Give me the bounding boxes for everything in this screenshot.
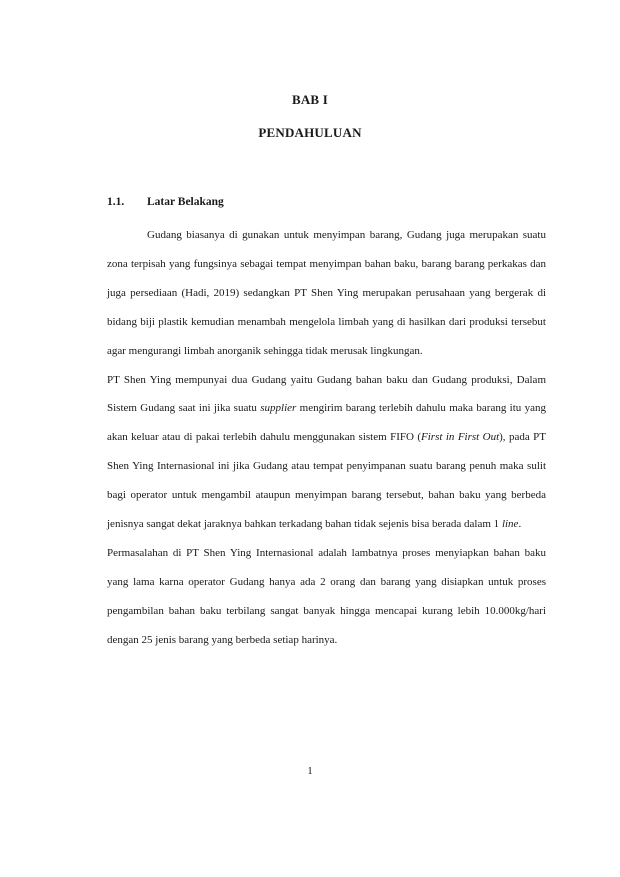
chapter-number: BAB I [291,92,329,107]
paragraph-2-part-c: ), pada PT Shen Ying Internasional ini jika Gudang atau tempat penyimpanan suatu barang penuh maka sulit bagi operator untuk mengambil ataupun menyimpan barang tersebut, bahan baku yang berbeda jenisnya sangat dekat jaraknya bahkan terkadang bahan tidak sejenis bisa berada dalam 1 [107,431,546,531]
term-supplier: supplier [260,402,297,415]
paragraph-3: Permasalahan di PT Shen Ying Internasional adalah lambatnya proses menyiapkan bahan baku yang lama karna operator Gudang hanya ada 2 orang dan barang yang disiapkan untuk proses pengambilan bahan baku terbilang sangat banyak hingga mencapai kurang lebih 10.000kg/hari dengan 25 jenis barang yang berbeda setiap harinya. [107,546,546,646]
section-heading [107,196,224,208]
chapter-title: PENDAHULUAN [258,125,362,140]
section-title: Latar Belakang [147,196,224,208]
paragraph-2-part-a: PT Shen Ying mempunyai dua Gudang yaitu Gudang bahan baku dan Gudang produksi, Dalam Sistem Gudang saat ini jika suatu [107,373,546,415]
paragraph-1: Gudang biasanya di gunakan untuk menyimpan barang, Gudang juga merupakan suatu zona terpisah yang fungsinya sebagai tempat menyimpan bahan baku, barang barang perkakas dan juga persediaan (Hadi, 2019) sedangkan PT Shen Ying merupakan perusahaan yang bergerak di bidang biji plastik kemudian menambah mengelola limbah yang di hasilkan dari produksi tersebut agar mengurangi limbah anorganik sehingga tidak merusak lingkungan. [107,229,546,357]
paragraph-2 [107,366,546,539]
body-text [107,221,546,655]
paragraph-2-part-d: . [518,518,522,531]
page-number: 1 [307,765,313,777]
paragraph-2-part-b: mengirim barang terlebih dahulu maka barang itu yang akan keluar atau di pakai terlebih dahulu menggunakan sistem FIFO ( [107,402,547,444]
term-fifo: First in First Out [421,431,500,444]
section-number: 1.1. [107,196,125,208]
term-line: line [501,518,519,531]
